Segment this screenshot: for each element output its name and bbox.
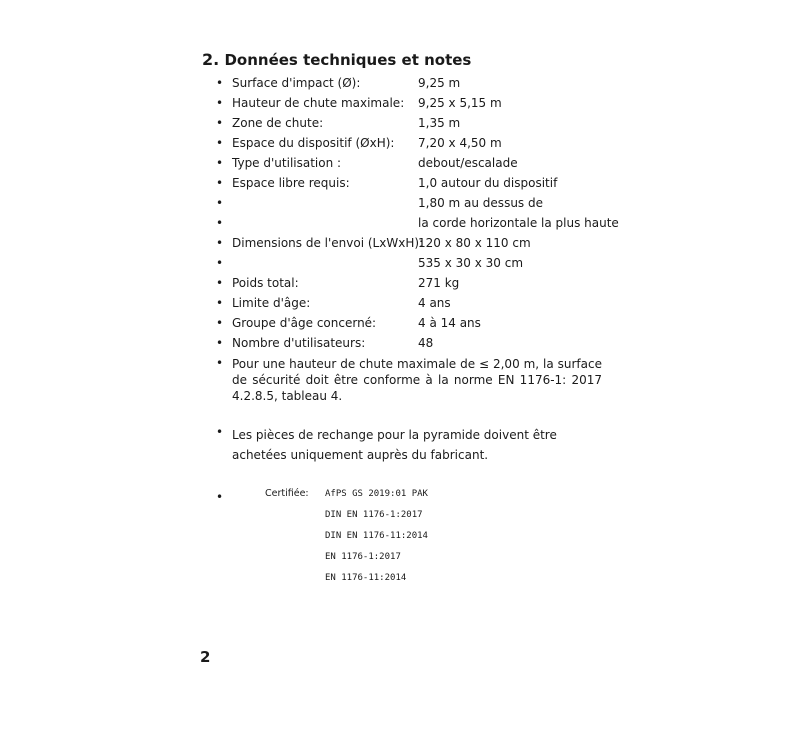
bullet: • — [216, 216, 224, 230]
bullet: • — [216, 156, 224, 170]
spec-label: Type d'utilisation : — [232, 156, 342, 170]
bullet: • — [216, 176, 224, 190]
spec-label: Surface d'impact (Ø): — [232, 76, 361, 90]
spec-value: 535 x 30 x 30 cm — [418, 256, 524, 270]
certification-label: Certifiée: — [265, 488, 309, 499]
bullet: • — [216, 136, 224, 150]
bullet: • — [216, 96, 224, 110]
spare-parts-note-text: Les pièces de rechange pour la pyramide doivent être achetées uniquement auprès du fabricant. — [232, 428, 557, 462]
bullet: • — [216, 276, 224, 290]
spec-label: Zone de chute: — [232, 116, 324, 130]
bullet: • — [216, 296, 224, 310]
bullet: • — [216, 76, 224, 90]
spec-value: 4 ans — [418, 296, 451, 310]
certification-item: DIN EN 1176-11:2014 — [325, 531, 428, 541]
spec-value: 1,0 autour du dispositif — [418, 176, 558, 190]
spec-value: 7,20 x 4,50 m — [418, 136, 502, 150]
spec-label: Dimensions de l'envoi (LxWxH): — [232, 236, 424, 250]
spec-value: 9,25 x 5,15 m — [418, 96, 502, 110]
bullet: • — [216, 256, 224, 270]
bullet: • — [216, 336, 224, 350]
certification-item: EN 1176-11:2014 — [325, 573, 407, 583]
page-number: 2 — [200, 648, 211, 666]
safety-note-text: Pour une hauteur de chute maximale de ≤ 2,00 m, la surface de sécurité doit être conforme à la norme EN 1176-1: 2017 4.2.8.5, tableau 4. — [232, 357, 602, 403]
spec-value: la corde horizontale la plus haute — [418, 216, 619, 230]
bullet: • — [216, 236, 224, 250]
bullet: • — [216, 116, 224, 130]
section-heading — [202, 50, 471, 69]
spec-label: Nombre d'utilisateurs: — [232, 336, 366, 350]
bullet: • — [216, 490, 224, 504]
spec-label: Poids total: — [232, 276, 299, 290]
spec-value: debout/escalade — [418, 156, 518, 170]
bullet: • — [216, 196, 224, 210]
section-title: Données techniques et notes — [224, 51, 472, 69]
bullet: • — [216, 356, 224, 370]
spec-label: Hauteur de chute maximale: — [232, 96, 405, 110]
spec-value: 271 kg — [418, 276, 460, 290]
spec-value: 48 — [418, 336, 434, 350]
certification-item: AfPS GS 2019:01 PAK — [325, 489, 428, 499]
spec-value: 1,35 m — [418, 116, 461, 130]
certification-item: DIN EN 1176-1:2017 — [325, 510, 423, 520]
spec-value: 9,25 m — [418, 76, 461, 90]
spec-value: 120 x 80 x 110 cm — [418, 236, 531, 250]
spec-label: Espace du dispositif (ØxH): — [232, 136, 395, 150]
bullet: • — [216, 316, 224, 330]
section-number: 2. — [202, 50, 220, 69]
bullet: • — [216, 425, 224, 439]
spec-value: 1,80 m au dessus de — [418, 196, 543, 210]
certification-item: EN 1176-1:2017 — [325, 552, 401, 562]
spec-label: Espace libre requis: — [232, 176, 350, 190]
spec-label: Limite d'âge: — [232, 296, 311, 310]
spec-label: Groupe d'âge concerné: — [232, 316, 377, 330]
spec-value: 4 à 14 ans — [418, 316, 481, 330]
